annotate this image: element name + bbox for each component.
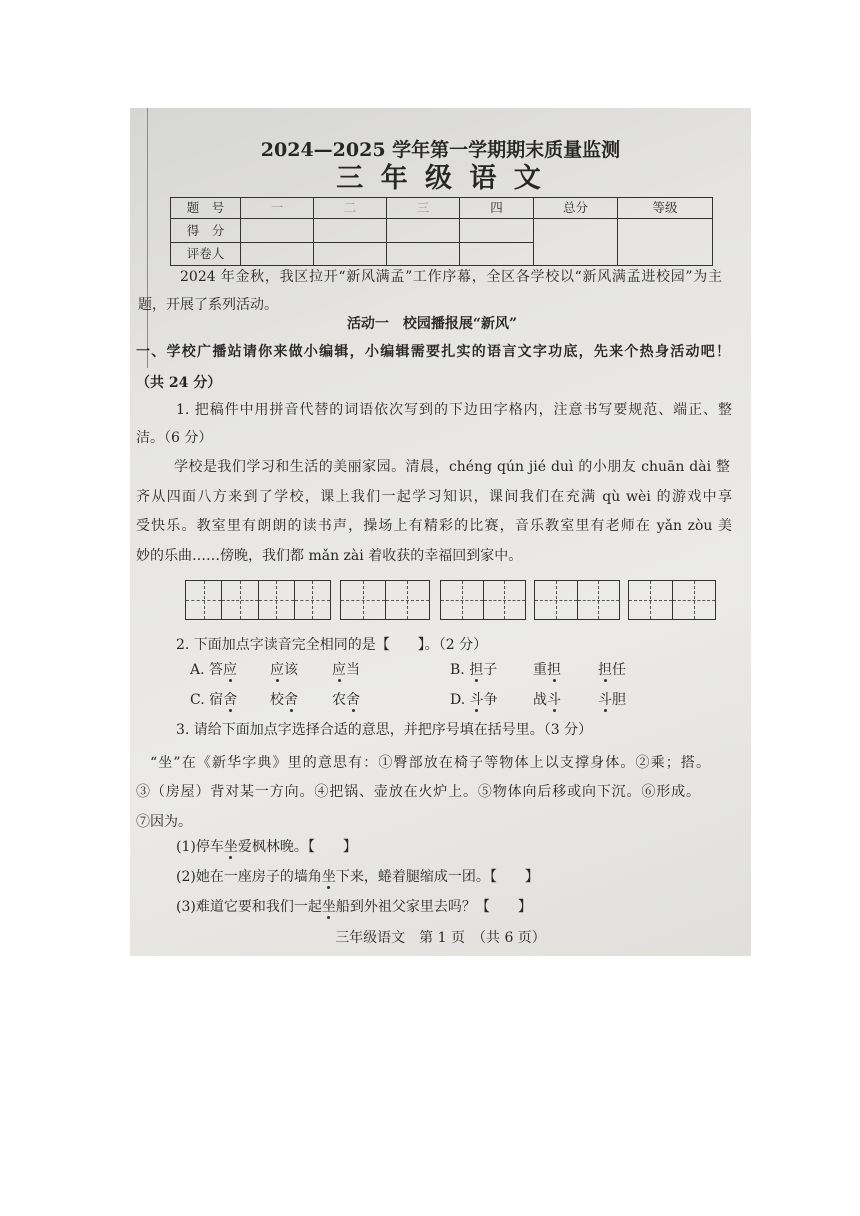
tianzige-group (628, 580, 716, 620)
dotted-char: 舍 (223, 692, 238, 708)
option-word (533, 661, 561, 679)
item-text: (3)难道它要和我们一起 (176, 899, 322, 915)
option-word (598, 691, 626, 709)
word-part: 战 (533, 692, 547, 708)
option-label: D. (450, 692, 466, 708)
tianzige-cell (221, 581, 257, 619)
option-label: C. (190, 692, 205, 708)
item-text: 下来，蜷着腿缩成一团。【 】 (335, 869, 539, 885)
question-3-item (176, 898, 532, 916)
dotted-char: 斗 (547, 692, 561, 708)
grader-cell (314, 243, 387, 266)
word-part: 争 (483, 692, 498, 708)
item-text: (1)停车 (176, 839, 224, 855)
option-c (190, 691, 430, 709)
tianzige-group (185, 580, 331, 620)
intro-line: 题，开展了系列活动。 (138, 297, 278, 313)
tianzige-cell (186, 581, 221, 619)
score-cell (241, 219, 314, 243)
score-table-header-cell: 等级 (618, 198, 713, 219)
option-a (190, 661, 430, 679)
score-table-header-cell: 题 号 (171, 198, 241, 219)
passage-line: 齐从四面八方来到了学校，课上我们一起学习知识，课间我们在充满 qù wèi 的游戏中享 (136, 489, 732, 505)
option-word (270, 661, 298, 679)
word-part: 当 (346, 662, 360, 678)
exam-title: 2024—2025 学年第一学期期末质量监测 (260, 139, 621, 161)
exam-paper-photo (130, 108, 751, 956)
option-word (533, 691, 561, 709)
question-2-stem: 2. 下面加点字读音完全相同的是【 】。（2 分） (176, 637, 488, 653)
score-cell (387, 219, 460, 243)
dotted-char: 坐 (321, 869, 336, 885)
score-cell (314, 219, 387, 243)
dotted-char: 应 (223, 662, 238, 678)
option-b (450, 661, 690, 679)
passage-line: 妙的乐曲……傍晚，我们都 mǎn zài 着收获的幸福回到家中。 (136, 548, 523, 564)
word-part: 任 (612, 662, 626, 678)
tianzige-group (440, 580, 526, 620)
tianzige-cell (483, 581, 526, 619)
tianzige-cell (441, 581, 483, 619)
dotted-char: 担 (547, 662, 561, 678)
score-table-header-cell: 三 (387, 198, 460, 219)
option-word (270, 691, 298, 709)
score-table-header-cell: 四 (460, 198, 534, 219)
passage-line: 受快乐。教室里有朗朗的读书声，操场上有精彩的比赛，音乐教室里有老师在 yǎn zòu 美 (136, 518, 732, 534)
item-text: (2)她在一座房子的墙角 (176, 869, 322, 885)
activity-heading: 活动一 校园播报展“新风” (346, 316, 518, 332)
passage-line: 学校是我们学习和生活的美丽家园。清晨，chéng qún jié duì 的小朋友 chuān dài 整 (174, 459, 730, 475)
word-part: 该 (284, 662, 298, 678)
score-table-row-label: 得 分 (171, 219, 241, 243)
option-d (450, 691, 690, 709)
score-table-header-cell: 一 (241, 198, 314, 219)
tianzige-cell (294, 581, 330, 619)
score-table-header-cell: 总分 (534, 198, 618, 219)
dotted-char: 舍 (284, 692, 298, 708)
tianzige-cell (577, 581, 620, 619)
word-part: 农 (332, 692, 346, 708)
score-cell (460, 219, 534, 243)
option-word (332, 661, 360, 679)
tianzige-cell (672, 581, 716, 619)
score-table (170, 197, 713, 266)
score-table-header-cell: 二 (314, 198, 387, 219)
tianzige-cell (385, 581, 430, 619)
exam-subject-title: 三 年 级 语 文 (336, 163, 545, 194)
question-3-item (176, 868, 539, 886)
dotted-char: 坐 (321, 899, 336, 915)
tianzige-cell (341, 581, 385, 619)
score-table-row (171, 219, 713, 243)
item-text: 船到外祖父家里去吗？【 】 (335, 899, 532, 915)
option-word (190, 661, 237, 679)
page-footer: 三年级语文 第 1 页 （共 6 页） (335, 930, 546, 946)
word-part: 校 (270, 692, 284, 708)
total-score-cell (534, 219, 618, 266)
dotted-char: 坐 (223, 839, 238, 855)
question-1-stem: 1. 把稿件中用拼音代替的词语依次写到的下边田字格内，注意书写要规范、端正、整 (176, 402, 732, 418)
score-table-row-label: 评卷人 (171, 243, 241, 266)
word-part: 子 (483, 662, 498, 678)
word-part: 胆 (612, 692, 626, 708)
question-1-stem: 洁。（6 分） (136, 430, 213, 446)
tianzige-cell (535, 581, 577, 619)
intro-line: 2024 年金秋，我区拉开“新风满孟”工作序幕，全区各学校以“新风满孟进校园”为主 (180, 269, 722, 285)
option-label: A. (190, 662, 205, 678)
dotted-char: 应 (332, 662, 346, 678)
option-label: B. (450, 662, 465, 678)
word-part: 宿 (209, 692, 224, 708)
option-word (332, 691, 360, 709)
word-part: 重 (533, 662, 547, 678)
dotted-char: 斗 (598, 692, 612, 708)
word-part: 答 (209, 662, 224, 678)
score-table-header-row (171, 198, 713, 219)
tianzige-cell (629, 581, 672, 619)
item-text: 爱枫林晚。【 】 (237, 839, 357, 855)
grader-cell (387, 243, 460, 266)
grader-cell (241, 243, 314, 266)
dotted-char: 担 (469, 662, 484, 678)
definition-line: ③（房屋）背对某一方向。④把锅、壶放在火炉上。⑤物体向后移或向下沉。⑥形成。 (136, 784, 700, 800)
dotted-char: 应 (270, 662, 284, 678)
definition-line: ⑦因为。 (136, 814, 192, 830)
question-3-stem: 3. 请给下面加点字选择合适的意思，并把序号填在括号里。（3 分） (176, 722, 593, 738)
dotted-char: 舍 (346, 692, 360, 708)
grader-cell (460, 243, 534, 266)
tianzige-cell (258, 581, 294, 619)
tianzige-group (340, 580, 430, 620)
grade-cell (618, 219, 713, 266)
option-word (598, 661, 626, 679)
option-word (190, 691, 237, 709)
tianzige-group (534, 580, 620, 620)
question-3-item (176, 838, 357, 856)
dotted-char: 担 (598, 662, 612, 678)
section-score: （共 24 分） (136, 375, 222, 391)
dotted-char: 斗 (469, 692, 484, 708)
option-word (450, 661, 497, 679)
option-word (450, 691, 498, 709)
section-heading: 一、学校广播站请你来做小编辑，小编辑需要扎实的语言文字功底，先来个热身活动吧！ (136, 344, 730, 360)
definition-line: “坐”在《新华字典》里的意思有：①臀部放在椅子等物体上以支撑身体。②乘；搭。 (150, 755, 710, 771)
